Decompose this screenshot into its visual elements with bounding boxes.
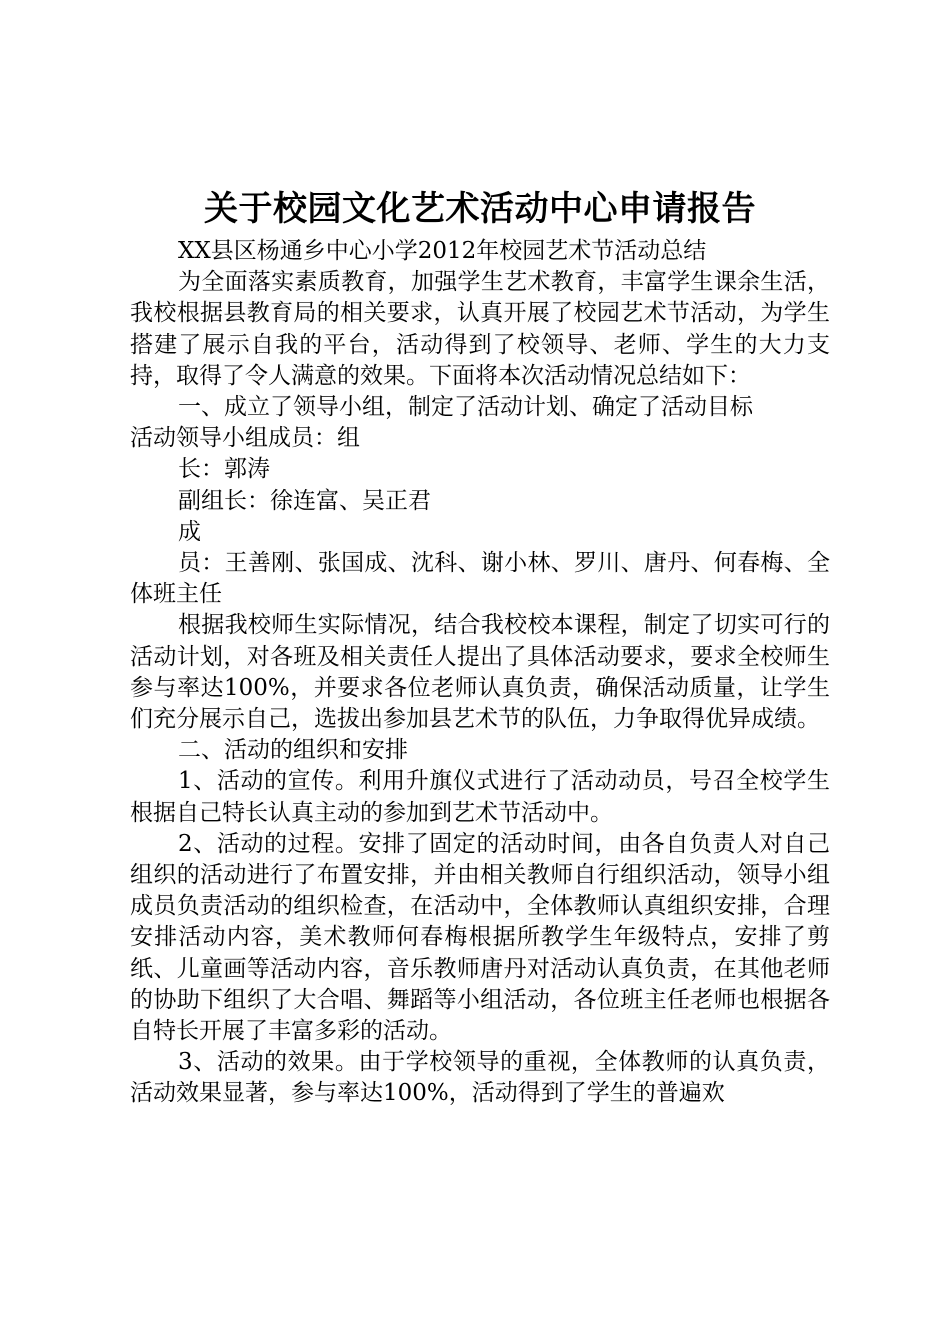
subtitle-paragraph: XX县区杨通乡中心小学2012年校园艺术节活动总结 [178,238,707,264]
section-heading-2: 二、活动的组织和安排 [178,737,408,764]
leadership-group-line: 活动领导小组成员：组 [130,425,360,452]
deputy-leader-line: 副组长：徐连富、吴正君 [178,487,431,514]
section-heading-1: 一、成立了领导小组，制定了活动计划、确定了活动目标 [178,394,753,421]
intro-paragraph: 为全面落实素质教育，加强学生艺术教育，丰富学生课余生活，我校根据县教育局的相关要求，认真开展了校园艺术节活动，为学生搭建了展示自我的平台，活动得到了校领导、老师、学生的大力支持，取得了令人满意的效果。下面将本次活动情况总结如下： [130,269,830,389]
group-leader-line: 长：郭涛 [178,456,270,483]
document-title: 关于校园文化艺术活动中心申请报告 [204,189,756,229]
promotion-paragraph: 1、活动的宣传。利用升旗仪式进行了活动动员，号召全校学生根据自己特长认真主动的参加到艺术节活动中。 [130,768,830,826]
plan-paragraph: 根据我校师生实际情况，结合我校校本课程，制定了切实可行的活动计划，对各班及相关责任人提出了具体活动要求，要求全校师生参与率达100%，并要求各位老师认真负责，确保活动质量，让学生们充分展示自己，选拔出参加县艺术节的队伍，力争取得优异成绩。 [130,612,830,733]
effect-paragraph: 3、活动的效果。由于学校领导的重视，全体教师的认真负责，活动效果显著，参与率达100%，活动得到了学生的普遍欢 [130,1049,830,1107]
process-paragraph: 2、活动的过程。安排了固定的活动时间，由各自负责人对自己组织的活动进行了布置安排，并由相关教师自行组织活动，领导小组成员负责活动的组织检查，在活动中，全体教师认真组织安排，合理安排活动内容，美术教师何春梅根据所教学生年级特点，安排了剪纸、儿童画等活动内容，音乐教师唐丹对活动认真负责，在其他老师的协助下组织了大合唱、舞蹈等小组活动，各位班主任老师也根据各自特长开展了丰富多彩的活动。 [130,830,830,1045]
members-label-line: 成 [178,518,201,545]
document-page [130,184,830,1110]
members-list-paragraph: 员：王善刚、张国成、沈科、谢小林、罗川、唐丹、何春梅、全体班主任 [130,550,830,608]
